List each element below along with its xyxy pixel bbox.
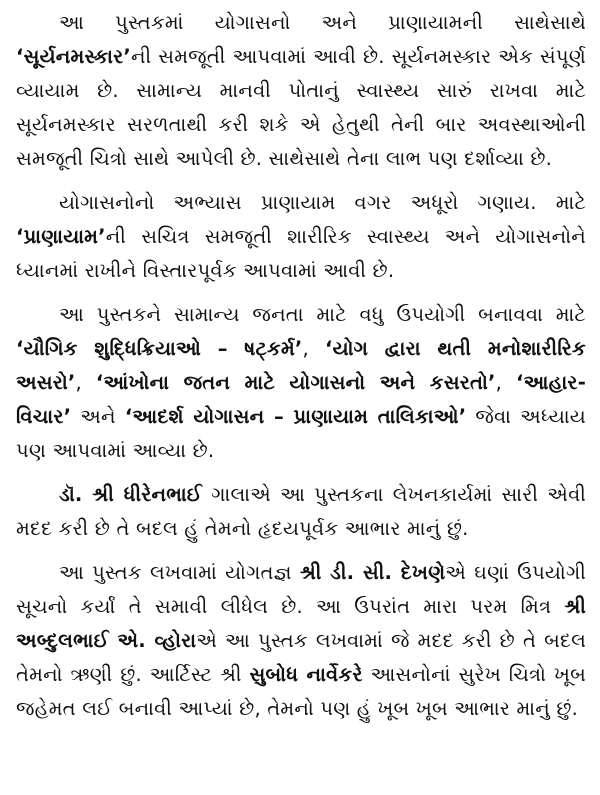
text-segment: આ પુસ્તકને સામાન્ય જનતા માટે વધુ ઉપયોગી બનાવવા માટે bbox=[59, 303, 586, 326]
text-segment: ની સચિત્ર સમજૂતી શારીરિક સ્વાસ્થ્ય અને યોગાસનોને ધ્યાનમાં રાખીને વિસ્તારપૂર્વક આપવામાં આવી છે. bbox=[16, 225, 586, 282]
bold-name: સુબોધ નાર્વેકરે bbox=[249, 663, 363, 686]
paragraph-acknowledgement-dhiren bbox=[16, 478, 586, 546]
bold-term: ‘આહાર-વિચાર’ bbox=[16, 371, 586, 428]
text-segment: જેવા અધ્યાય પણ આપવામાં આવ્યા છે. bbox=[16, 405, 586, 462]
bold-term: ‘આંખોના જતન માટે યોગાસનો અને કસરતો’ bbox=[95, 371, 496, 394]
text-segment: , bbox=[75, 371, 96, 394]
text-segment: ગાલાએ આ પુસ્તકના લેખનકાર્યમાં સારી એવી મદદ કરી છે તે બદલ હું તેમનો હૃદયપૂર્વક આભાર માનું છું. bbox=[16, 483, 586, 540]
paragraph-acknowledgement-others bbox=[16, 556, 586, 726]
bold-term: ‘પ્રાણાયામ’ bbox=[16, 225, 106, 248]
text-segment: ની સમજૂતી આપવામાં આવી છે. સૂર્યનમસ્કાર એક સંપૂર્ણ વ્યાયામ છે. સામાન્ય માનવી પોતાનું સ્વાસ્થ્ય સારું રાખવા માટે સૂર્યનમસ્કાર સરળતાથી કરી શકે એ હેતુથી તેની બાર અવસ્થાઓની સમજૂતી ચિત્રો સાથે આપેલી છે. સાથેસાથે તેના લાભ પણ દર્શાવ્યા છે. bbox=[16, 45, 586, 170]
bold-name: શ્રી અબ્દુલભાઈ એ. વ્હોરા bbox=[16, 595, 586, 652]
text-segment: આ પુસ્તક લખવામાં યોગતજ્ઞ bbox=[59, 561, 300, 584]
paragraph-chapters bbox=[16, 298, 586, 468]
bold-term: ‘સૂર્યનમસ્કાર’ bbox=[16, 45, 131, 68]
text-segment: અને bbox=[71, 405, 125, 428]
bold-name: ડૉ. શ્રી ધીરેનભાઈ bbox=[59, 483, 203, 506]
bold-name: શ્રી ડી. સી. દેખણે bbox=[299, 561, 446, 584]
text-segment: આ પુસ્તકમાં યોગાસનો અને પ્રાણાયામની સાથેસાથે bbox=[59, 11, 586, 34]
bold-term: ‘યોગ દ્વારા થતી મનોશારીરિક અસરો’ bbox=[16, 337, 586, 394]
bold-term: ‘આદર્શ યોગાસન – પ્રાણાયામ તાલિકાઓ’ bbox=[124, 405, 467, 428]
paragraph-pranayama bbox=[16, 186, 586, 288]
text-segment: એ ઘણાં ઉપયોગી સૂચનો કર્યાં તે સમાવી લીધેલ છે. આ ઉપરાંત મારા પરમ મિત્ર bbox=[16, 561, 586, 618]
text-segment: આસનોનાં સુરેખ ચિત્રો ખૂબ જહેમત લઈ બનાવી આપ્યાં છે, તેમનો પણ હું ખૂબ ખૂબ આભાર માનું છું. bbox=[16, 663, 586, 720]
text-segment: , bbox=[302, 337, 326, 360]
text-segment: , bbox=[495, 371, 516, 394]
paragraph-surya-namaskar bbox=[16, 6, 586, 176]
text-segment: યોગાસનોનો અભ્યાસ પ્રાણાયામ વગર અધૂરો ગણાય. માટે bbox=[59, 191, 586, 214]
text-segment: એ આ પુસ્તક લખવામાં જે મદદ કરી છે તે બદલ તેમનો ઋણી છું. આર્ટિસ્ટ શ્રી bbox=[16, 629, 587, 686]
bold-term: ‘યૌગિક શુદ્ધિક્રિયાઓ – ષટ્કર્મ’ bbox=[16, 337, 303, 360]
